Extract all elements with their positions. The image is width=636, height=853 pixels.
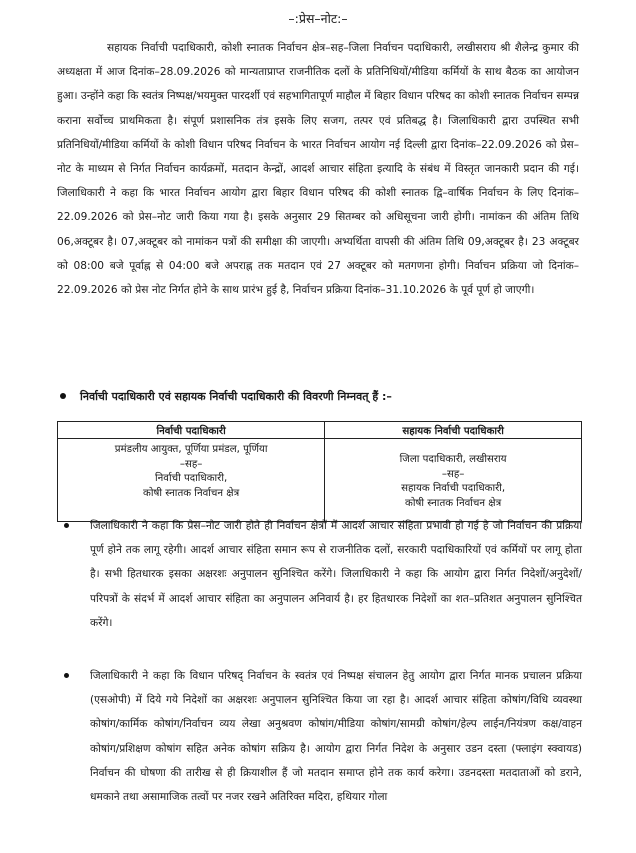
intro-paragraph: सहायक निर्वाची पदाधिकारी, कोशी स्नातक निर्वाचन क्षेत्र–सह–जिला निर्वाचन पदाधिकारी, लखीसराय श्री शैलेन्द्र कुमार की अध्यक्षता में आज दिनांक–28.09.2026 को मान्यताप्राप्त राजनीतिक दलों के प्रतिनिधियों/मीडिया कर्मियों के साथ बैठक का आयोजन हुआ। उन्होंने कहा कि स्वतंत्र निष्पक्ष/भयमुक्त पारदर्शी एवं सहभागितापूर्ण माहौल में बिहार विधान परिषद का कोशी स्नातक निर्वाचन सम्पन्न कराना सर्वोच्च प्राथमिकता है। संपूर्ण प्रशासनिक तंत्र इसके लिए सजग, तत्पर एवं प्रतिबद्ध है। जिलाधिकारी द्वारा उपस्थित सभी प्रतिनिधियों/मीडिया कर्मियों के कोशी विधान परिषद निर्वाचन के भारत निर्वाचन आयोग नई दिल्ली द्वारा दिनांक–22.09.2026 को प्रेस–नोट के माध्यम से निर्गत निर्वाचन कार्यक्रमों, मतदान केन्द्रों, आदर्श आचार संहिता इत्यादि के संबंध में विस्तृत जानकारी प्रदान की गई। जिलाधिकारी ने कहा कि भारत निर्वाचन आयोग द्वारा बिहार विधान परिषद की कोशी स्नातक द्वि–वार्षिक निर्वाचन के लिए दिनांक–22.09.2026 को प्रेस–नोट जारी किया गया है। इसके अनुसार 29 सितम्बर को अधिसूचना जारी होगी। नामांकन की अंतिम तिथि 06,अक्टूबर है। 07,अक्टूबर को नामांकन पत्रों की समीक्षा की जाएगी। अभ्यर्थिता वापसी की अंतिम तिथि 09,अक्टूबर है। 23 अक्टूबर को 08:00 बजे पूर्वाह्न से 04:00 बजे अपराह्न तक मतदान एवं 27 अक्टूबर को मतगणना होगी। निर्वाचन प्रक्रिया जो दिनांक–22.09.2026 को प्रेस नोट निर्गत होने के साथ प्रारंभ हुई है, निर्वाचन प्रक्रिया दिनांक–31.10.2026 के पूर्व पूर्ण हो जाएगी। — [57, 42, 579, 297]
officers-table — [57, 421, 582, 522]
table-header-assistant-officer: सहायक निर्वाची पदाधिकारी — [325, 422, 582, 439]
cell-line: –सह– — [179, 458, 203, 470]
list-item-text: जिलाधिकारी ने कहा कि प्रेस–नोट जारी होते ही निर्वाचन क्षेत्रों में आदर्श आचार संहिता प्रभावी हो गई है जो निर्वाचन की प्रक्रिया पूर्ण होने तक लागू रहेगी। आदर्श आचार संहिता समान रूप से राजनीतिक दलों, सरकारी पदाधिकारियों एवं कर्मियों पर लागू होता है। सभी हितधारक इसका अक्षरशः अनुपालन सुनिश्चित करेंगे। जिलाधिकारी ने कहा कि आयोग द्वारा निर्गत निदेशों/अनुदेशों/परिपत्रों के संदर्भ में आदर्श आचार संहिता का अनुपालन अनिवार्य है। हर हितधारक निदेशों का शत–प्रतिशत अनुपालन सुनिश्चित करेंगे। — [90, 520, 582, 629]
cell-line: जिला पदाधिकारी, लखीसराय — [399, 454, 507, 465]
assistant-officer-cell — [325, 439, 582, 522]
officers-heading-text: निर्वाची पदाधिकारी एवं सहायक निर्वाची पदाधिकारी की विवरणी निम्नवत् हैं :– — [80, 390, 392, 403]
table-header-returning-officer: निर्वाची पदाधिकारी — [58, 422, 325, 439]
page-title: –:प्रेस–नोट:– — [288, 11, 348, 26]
cell-line: प्रमंडलीय आयुक्त, पूर्णिया प्रमंडल, पूर्णिया — [114, 444, 268, 455]
cell-line: –सह– — [441, 468, 465, 480]
list-item — [90, 514, 582, 635]
cell-line: कोषी स्नातक निर्वाचन क्षेत्र — [143, 487, 240, 499]
cell-line: निर्वाची पदाधिकारी, — [155, 473, 228, 484]
cell-line: कोषी स्नातक निर्वाचन क्षेत्र — [405, 497, 502, 509]
cell-line: सहायक निर्वाची पदाधिकारी, — [401, 483, 506, 494]
bullet-icon — [64, 523, 69, 528]
returning-officer-cell — [58, 439, 325, 522]
list-item — [90, 664, 582, 809]
bullet-icon — [60, 393, 66, 399]
list-item-text: जिलाधिकारी ने कहा कि विधान परिषद् निर्वाचन के स्वतंत्र एवं निष्पक्ष संचालन हेतु आयोग द्वारा निर्गत मानक प्रचालन प्रक्रिया (एसओपी) में दिये गये निदेशों का अक्षरशः अनुपालन सुनिश्चित किया जा रहा है। आदर्श आचार संहिता कोषांग/विधि व्यवस्था कोषांग/कार्मिक कोषांग/निर्वाचन व्यय लेखा अनुश्रवण कोषांग/मीडिया कोषांग/सामग्री कोषांग/हेल्प लाईन/नियंत्रण कक्ष/वाहन कोषांग/प्रशिक्षण कोषांग सहित अनेक कोषांग सक्रिय है। आयोग द्वारा निर्गत निदेश के अनुसार उडन दस्ता (फ्लाइंग स्क्वायड) निर्वाचन की घोषणा की तारीख से ही क्रियाशील हैं जो मतदान समाप्त होने तक कार्य करेगा। उडनदस्ता मतदाताओं को डराने, धमकाने तथा असामाजिक तत्वों पर नजर रखने अतिरिक्त मदिरा, हथियार गोला — [90, 670, 582, 804]
bullet-icon — [64, 673, 69, 678]
officers-heading — [60, 389, 580, 404]
